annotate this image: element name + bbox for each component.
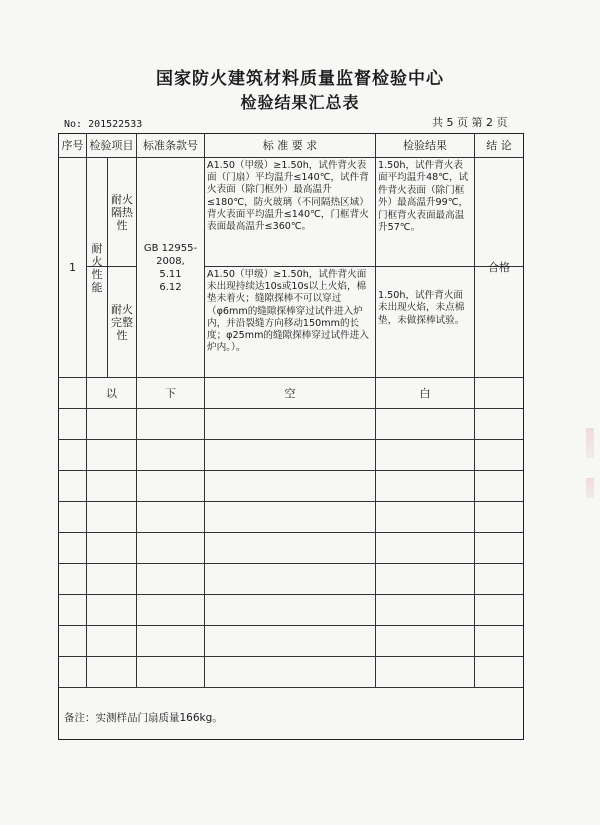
row-seq: 1	[69, 261, 76, 274]
item-main: 耐火性能	[91, 241, 103, 294]
requirement-insulation: A1.50（甲级）≥1.50h，试件背火表面（门扇）平均温升≤140℃，试件背火表面（除门框外）最高温升≤180℃，防火玻璃（不同隔热区域）背火表面平均温升≤140℃，门框背火表面最高温升≤360℃。	[207, 160, 369, 233]
col-header-seq: 序号	[61, 139, 84, 152]
conclusion: 合格	[488, 261, 510, 274]
col-header-clause: 标准条款号	[143, 139, 198, 152]
col-header-result: 检验结果	[403, 139, 447, 152]
col-header-conclusion: 结 论	[486, 139, 512, 152]
col-header-item: 检验项目	[89, 139, 134, 152]
result-insulation: 1.50h，试件背火表面平均温升48℃，试件背火表面（除门框外）最高温升99℃，门框背火表面最高温升57℃。	[378, 160, 469, 234]
edge-stamp-mark	[586, 428, 594, 458]
edge-stamp-mark	[586, 478, 594, 498]
requirement-integrity: A1.50（甲级）≥1.50h，试件背火面未出现持续达10s或10s以上火焰，棉垫未着火；缝隙探棒不可以穿过（φ6mm的缝隙探棒穿过试件进入炉内，并沿裂缝方向移动150mm的长度；φ25mm的缝隙探棒穿过试件进入炉内。）。	[207, 269, 369, 354]
blank-marker-1: 以	[106, 386, 117, 400]
result-integrity: 1.50h，试件背火面未出现火焰，未点棉垫，未做探棒试验。	[378, 290, 465, 326]
blank-marker-2: 下	[165, 386, 176, 400]
report-subtitle: 检验结果汇总表	[240, 93, 360, 112]
report-title: 国家防火建筑材料质量监督检验中心	[156, 69, 444, 89]
sub-item-integrity: 耐火完整性	[111, 302, 133, 342]
page-info: 共 5 页 第 2 页	[432, 116, 508, 129]
sub-item-insulation: 耐火隔热性	[111, 192, 133, 232]
standard-clause: GB 12955- 2008, 5.11 6.12	[143, 242, 198, 293]
blank-marker-4: 白	[419, 386, 431, 400]
document-number: No: 201522533	[64, 119, 143, 130]
blank-marker-3: 空	[284, 386, 296, 400]
col-header-requirement: 标 准 要 求	[262, 139, 318, 152]
remarks: 备注：实测样品门扇质量166kg。	[64, 712, 223, 724]
results-table	[58, 133, 524, 740]
